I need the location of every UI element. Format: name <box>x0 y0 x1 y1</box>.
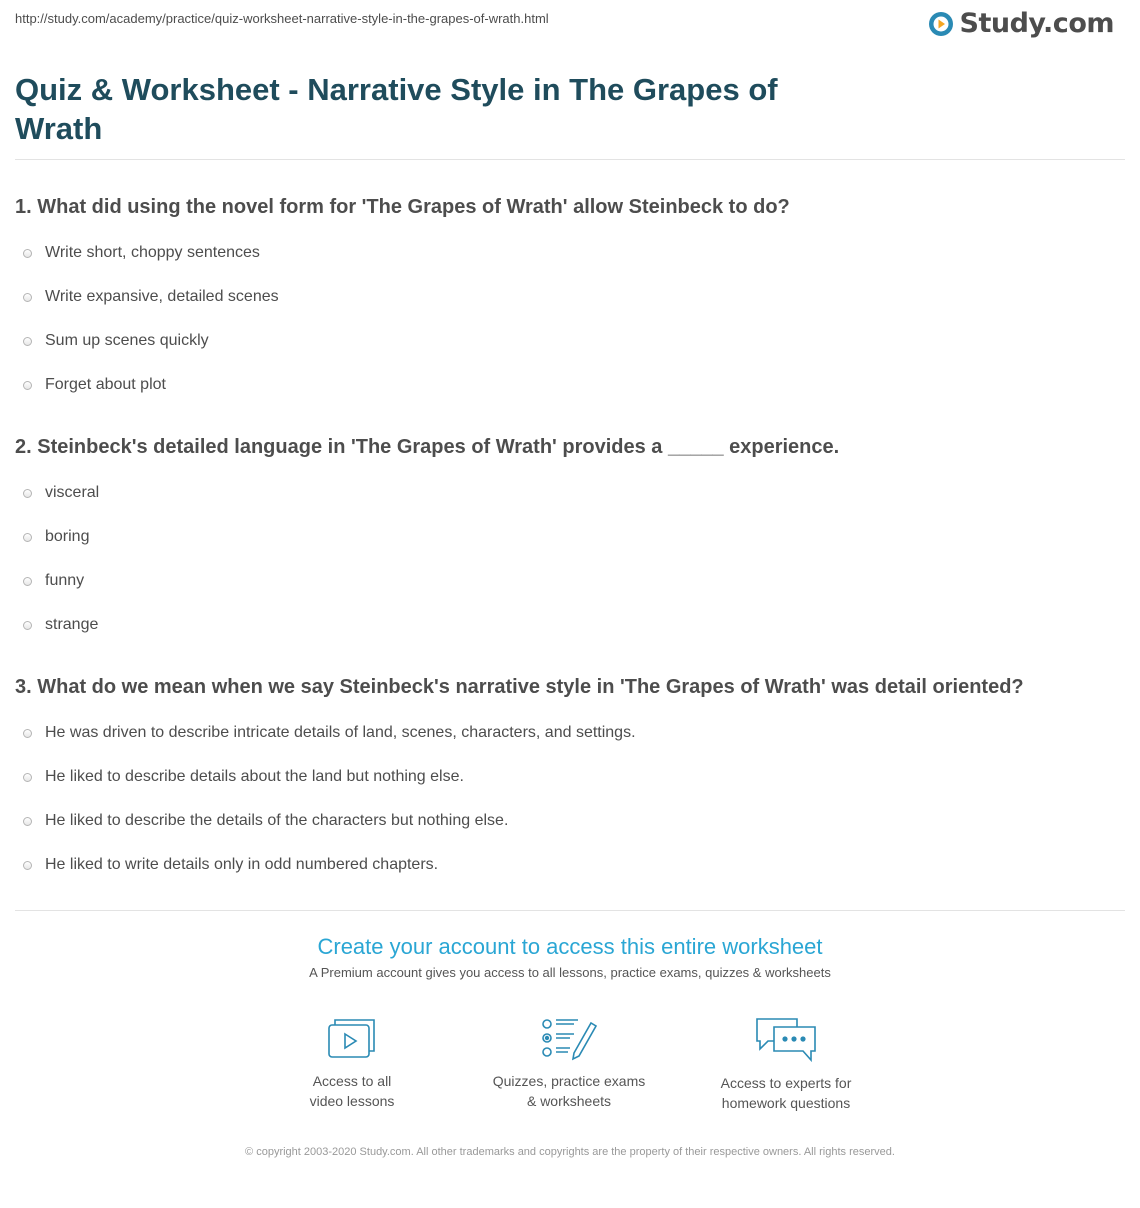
quiz-checklist-icon <box>540 1015 598 1061</box>
answer-label: Write short, choppy sentences <box>45 244 260 261</box>
radio-button[interactable] <box>23 773 32 782</box>
answer-label: He liked to describe details about the land but nothing else. <box>45 768 464 785</box>
radio-button[interactable] <box>23 381 32 390</box>
video-lessons-icon <box>326 1015 378 1061</box>
answer-option[interactable] <box>15 476 1125 520</box>
radio-button[interactable] <box>23 533 32 542</box>
answer-option[interactable] <box>15 236 1125 280</box>
answer-label: Write expansive, detailed scenes <box>45 288 279 305</box>
answer-label: He liked to describe the details of the characters but nothing else. <box>45 812 509 829</box>
answer-options <box>15 476 1125 652</box>
answer-label: He was driven to describe intricate details of land, scenes, characters, and settings. <box>45 724 636 741</box>
question-text: 1. What did using the novel form for 'The Grapes of Wrath' allow Steinbeck to do? <box>15 196 790 218</box>
answer-option[interactable] <box>15 368 1125 412</box>
feature-label: Quizzes, practice exams & worksheets <box>492 1073 646 1109</box>
answer-options <box>15 236 1125 412</box>
answer-option[interactable] <box>15 280 1125 324</box>
copyright-notice: © copyright 2003-2020 Study.com. All other trademarks and copyrights are the property of their respective owners. All rights reserved. <box>245 1146 895 1158</box>
question-3 <box>15 674 1125 892</box>
radio-button[interactable] <box>23 729 32 738</box>
answer-option[interactable] <box>15 760 1125 804</box>
answer-option[interactable] <box>15 564 1125 608</box>
answer-label: strange <box>45 616 99 633</box>
feature-experts <box>686 1015 886 1113</box>
answer-option[interactable] <box>15 324 1125 368</box>
cta-subtitle: A Premium account gives you access to all lessons, practice exams, quizzes & worksheets <box>309 965 831 980</box>
question-text: 3. What do we mean when we say Steinbeck's narrative style in 'The Grapes of Wrath' was detail oriented? <box>15 676 1024 698</box>
chat-bubbles-icon <box>754 1015 818 1063</box>
page-title: Quiz & Worksheet - Narrative Style in The Grapes of Wrath <box>15 72 778 146</box>
feature-quizzes <box>469 1015 669 1111</box>
radio-button[interactable] <box>23 861 32 870</box>
answer-option[interactable] <box>15 804 1125 848</box>
answer-option[interactable] <box>15 520 1125 564</box>
answer-option[interactable] <box>15 716 1125 760</box>
page-url: http://study.com/academy/practice/quiz-worksheet-narrative-style-in-the-grapes-of-wrath.html <box>15 11 549 26</box>
logo-text: Study.com <box>959 8 1114 39</box>
answer-option[interactable] <box>15 848 1125 892</box>
question-2 <box>15 434 1125 652</box>
feature-video-lessons <box>252 1015 452 1111</box>
answer-label: visceral <box>45 484 100 501</box>
answer-label: boring <box>45 528 90 545</box>
radio-button[interactable] <box>23 621 32 630</box>
play-logo-icon <box>928 11 954 37</box>
question-text: 2. Steinbeck's detailed language in 'The Grapes of Wrath' provides a _____ experience. <box>15 436 840 458</box>
answer-option[interactable] <box>15 608 1125 652</box>
radio-button[interactable] <box>23 489 32 498</box>
premium-features <box>0 1015 1140 1125</box>
study-logo[interactable] <box>928 8 1114 40</box>
feature-label: Access to experts for homework questions <box>720 1075 852 1111</box>
answer-label: He liked to write details only in odd numbered chapters. <box>45 856 439 873</box>
divider <box>15 159 1125 160</box>
radio-button[interactable] <box>23 817 32 826</box>
cta-title-link[interactable]: Create your account to access this entire worksheet <box>317 934 823 959</box>
signup-cta <box>0 933 1140 980</box>
answer-label: funny <box>45 572 85 589</box>
answer-options <box>15 716 1125 892</box>
question-1 <box>15 194 1125 412</box>
answer-label: Forget about plot <box>45 376 166 393</box>
radio-button[interactable] <box>23 293 32 302</box>
feature-label: Access to all video lessons <box>309 1073 395 1109</box>
answer-label: Sum up scenes quickly <box>45 332 209 349</box>
radio-button[interactable] <box>23 337 32 346</box>
radio-button[interactable] <box>23 577 32 586</box>
radio-button[interactable] <box>23 249 32 258</box>
divider <box>15 910 1125 911</box>
